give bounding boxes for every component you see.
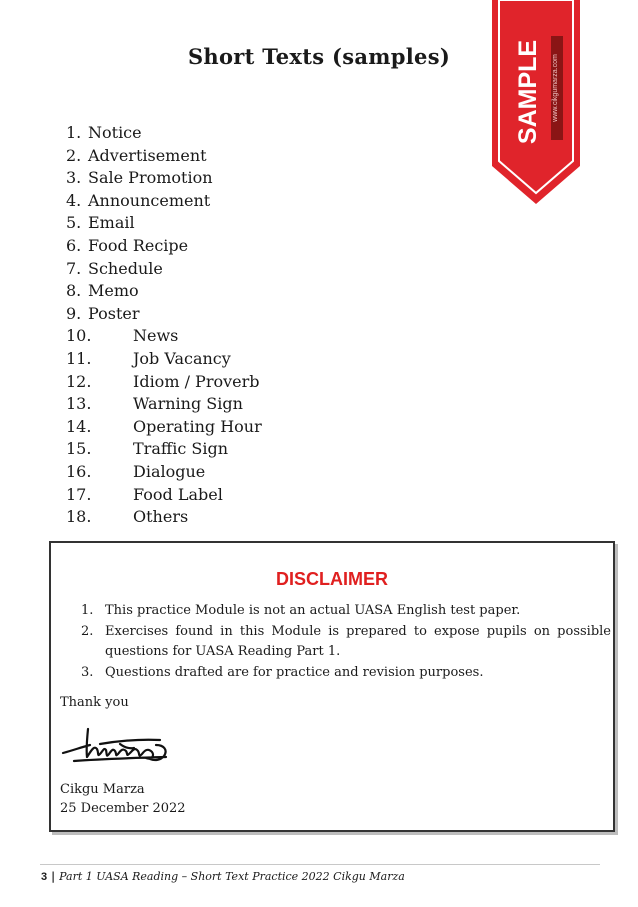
list-item-number: 3.: [66, 168, 82, 188]
footer-text: Part 1 UASA Reading – Short Text Practice 2022 Cikgu Marza: [59, 870, 405, 883]
list-item-number: 16.: [66, 461, 92, 481]
list-item: [66, 258, 262, 281]
list-item-number: 10.: [66, 326, 92, 346]
list-item: [66, 190, 262, 213]
list-item-label: Notice: [88, 123, 142, 142]
disclaimer-item: [81, 663, 611, 683]
disclaimer-item: [81, 622, 611, 662]
list-item: [66, 212, 262, 235]
list-item: [66, 484, 262, 507]
signature-image: [60, 723, 172, 767]
list-item-label: Sale Promotion: [88, 168, 213, 188]
list-item: [66, 348, 262, 371]
list-item: [66, 325, 262, 348]
sample-stamp: [488, 0, 584, 208]
disclaimer-item-number: 1.: [81, 603, 94, 618]
list-item-label: Food Label: [133, 484, 223, 504]
list-item-label: Food Recipe: [88, 235, 189, 255]
disclaimer-title: DISCLAIMER: [276, 569, 388, 589]
page-number: 3: [41, 871, 48, 883]
short-text-list: [66, 122, 262, 529]
disclaimer-item-text: Questions drafted are for practice and revision purposes.: [105, 665, 484, 680]
list-item-number: 15.: [66, 439, 92, 459]
disclaimer-item: [81, 601, 611, 621]
stamp-small-text: www.cikgumarza.com: [552, 54, 559, 122]
list-item-label: Job Vacancy: [133, 348, 231, 368]
list-item-number: 4.: [66, 190, 82, 210]
list-item: [66, 461, 262, 484]
list-item-label: News: [133, 326, 179, 346]
list-item: [66, 393, 262, 416]
disclaimer-item-text: This practice Module is not an actual UASA English test paper.: [105, 603, 521, 618]
list-item: [66, 145, 262, 168]
list-item-label: Email: [88, 213, 135, 233]
list-item-number: 14.: [66, 416, 92, 436]
list-item-label: Schedule: [88, 258, 163, 278]
disclaimer-item-number: 3.: [81, 665, 94, 680]
list-item: [66, 280, 262, 303]
list-item: [66, 506, 262, 529]
stamp-label: SAMPLE: [514, 39, 542, 145]
list-item-label: Idiom / Proverb: [133, 371, 260, 391]
list-item-label: Announcement: [88, 190, 211, 210]
list-item-number: 2.: [66, 145, 82, 165]
list-item: [66, 122, 262, 145]
thanks-text: Thank you: [60, 695, 129, 710]
list-item-label: Others: [133, 507, 189, 527]
list-item: [66, 167, 262, 190]
page-footer: [41, 870, 405, 883]
list-item-number: 12.: [66, 371, 92, 391]
list-item-label: Dialogue: [133, 461, 206, 481]
list-item-label: Advertisement: [88, 145, 207, 165]
list-item: [66, 235, 262, 258]
list-item: [66, 438, 262, 461]
list-item-number: 8.: [66, 281, 82, 301]
list-item-number: 17.: [66, 484, 92, 504]
list-item-number: 1.: [66, 123, 82, 142]
list-item: [66, 303, 262, 326]
list-item: [66, 416, 262, 439]
list-item-number: 11.: [66, 348, 92, 368]
disclaimer-box: [49, 541, 615, 832]
list-item-number: 6.: [66, 235, 82, 255]
list-item-label: Poster: [88, 303, 140, 323]
signer-name: Cikgu Marza: [60, 782, 145, 797]
list-item-number: 5.: [66, 213, 82, 233]
list-item-label: Memo: [88, 281, 139, 301]
footer-divider: [40, 864, 600, 865]
disclaimer-item-text: Exercises found in this Module is prepared to expose pupils on possible questions for UASA Reading Part 1.: [105, 624, 611, 659]
list-item-label: Operating Hour: [133, 416, 262, 436]
footer-separator: |: [51, 870, 56, 883]
list-item-number: 9.: [66, 303, 82, 323]
page-title: Short Texts (samples): [187, 44, 451, 69]
list-item-label: Traffic Sign: [133, 439, 229, 459]
signature-date: 25 December 2022: [60, 801, 186, 816]
list-item-number: 7.: [66, 258, 82, 278]
list-item: [66, 371, 262, 394]
disclaimer-list: [81, 601, 611, 684]
list-item-label: Warning Sign: [133, 394, 243, 414]
list-item-number: 18.: [66, 507, 92, 527]
list-item-number: 13.: [66, 394, 92, 414]
disclaimer-item-number: 2.: [81, 624, 94, 639]
